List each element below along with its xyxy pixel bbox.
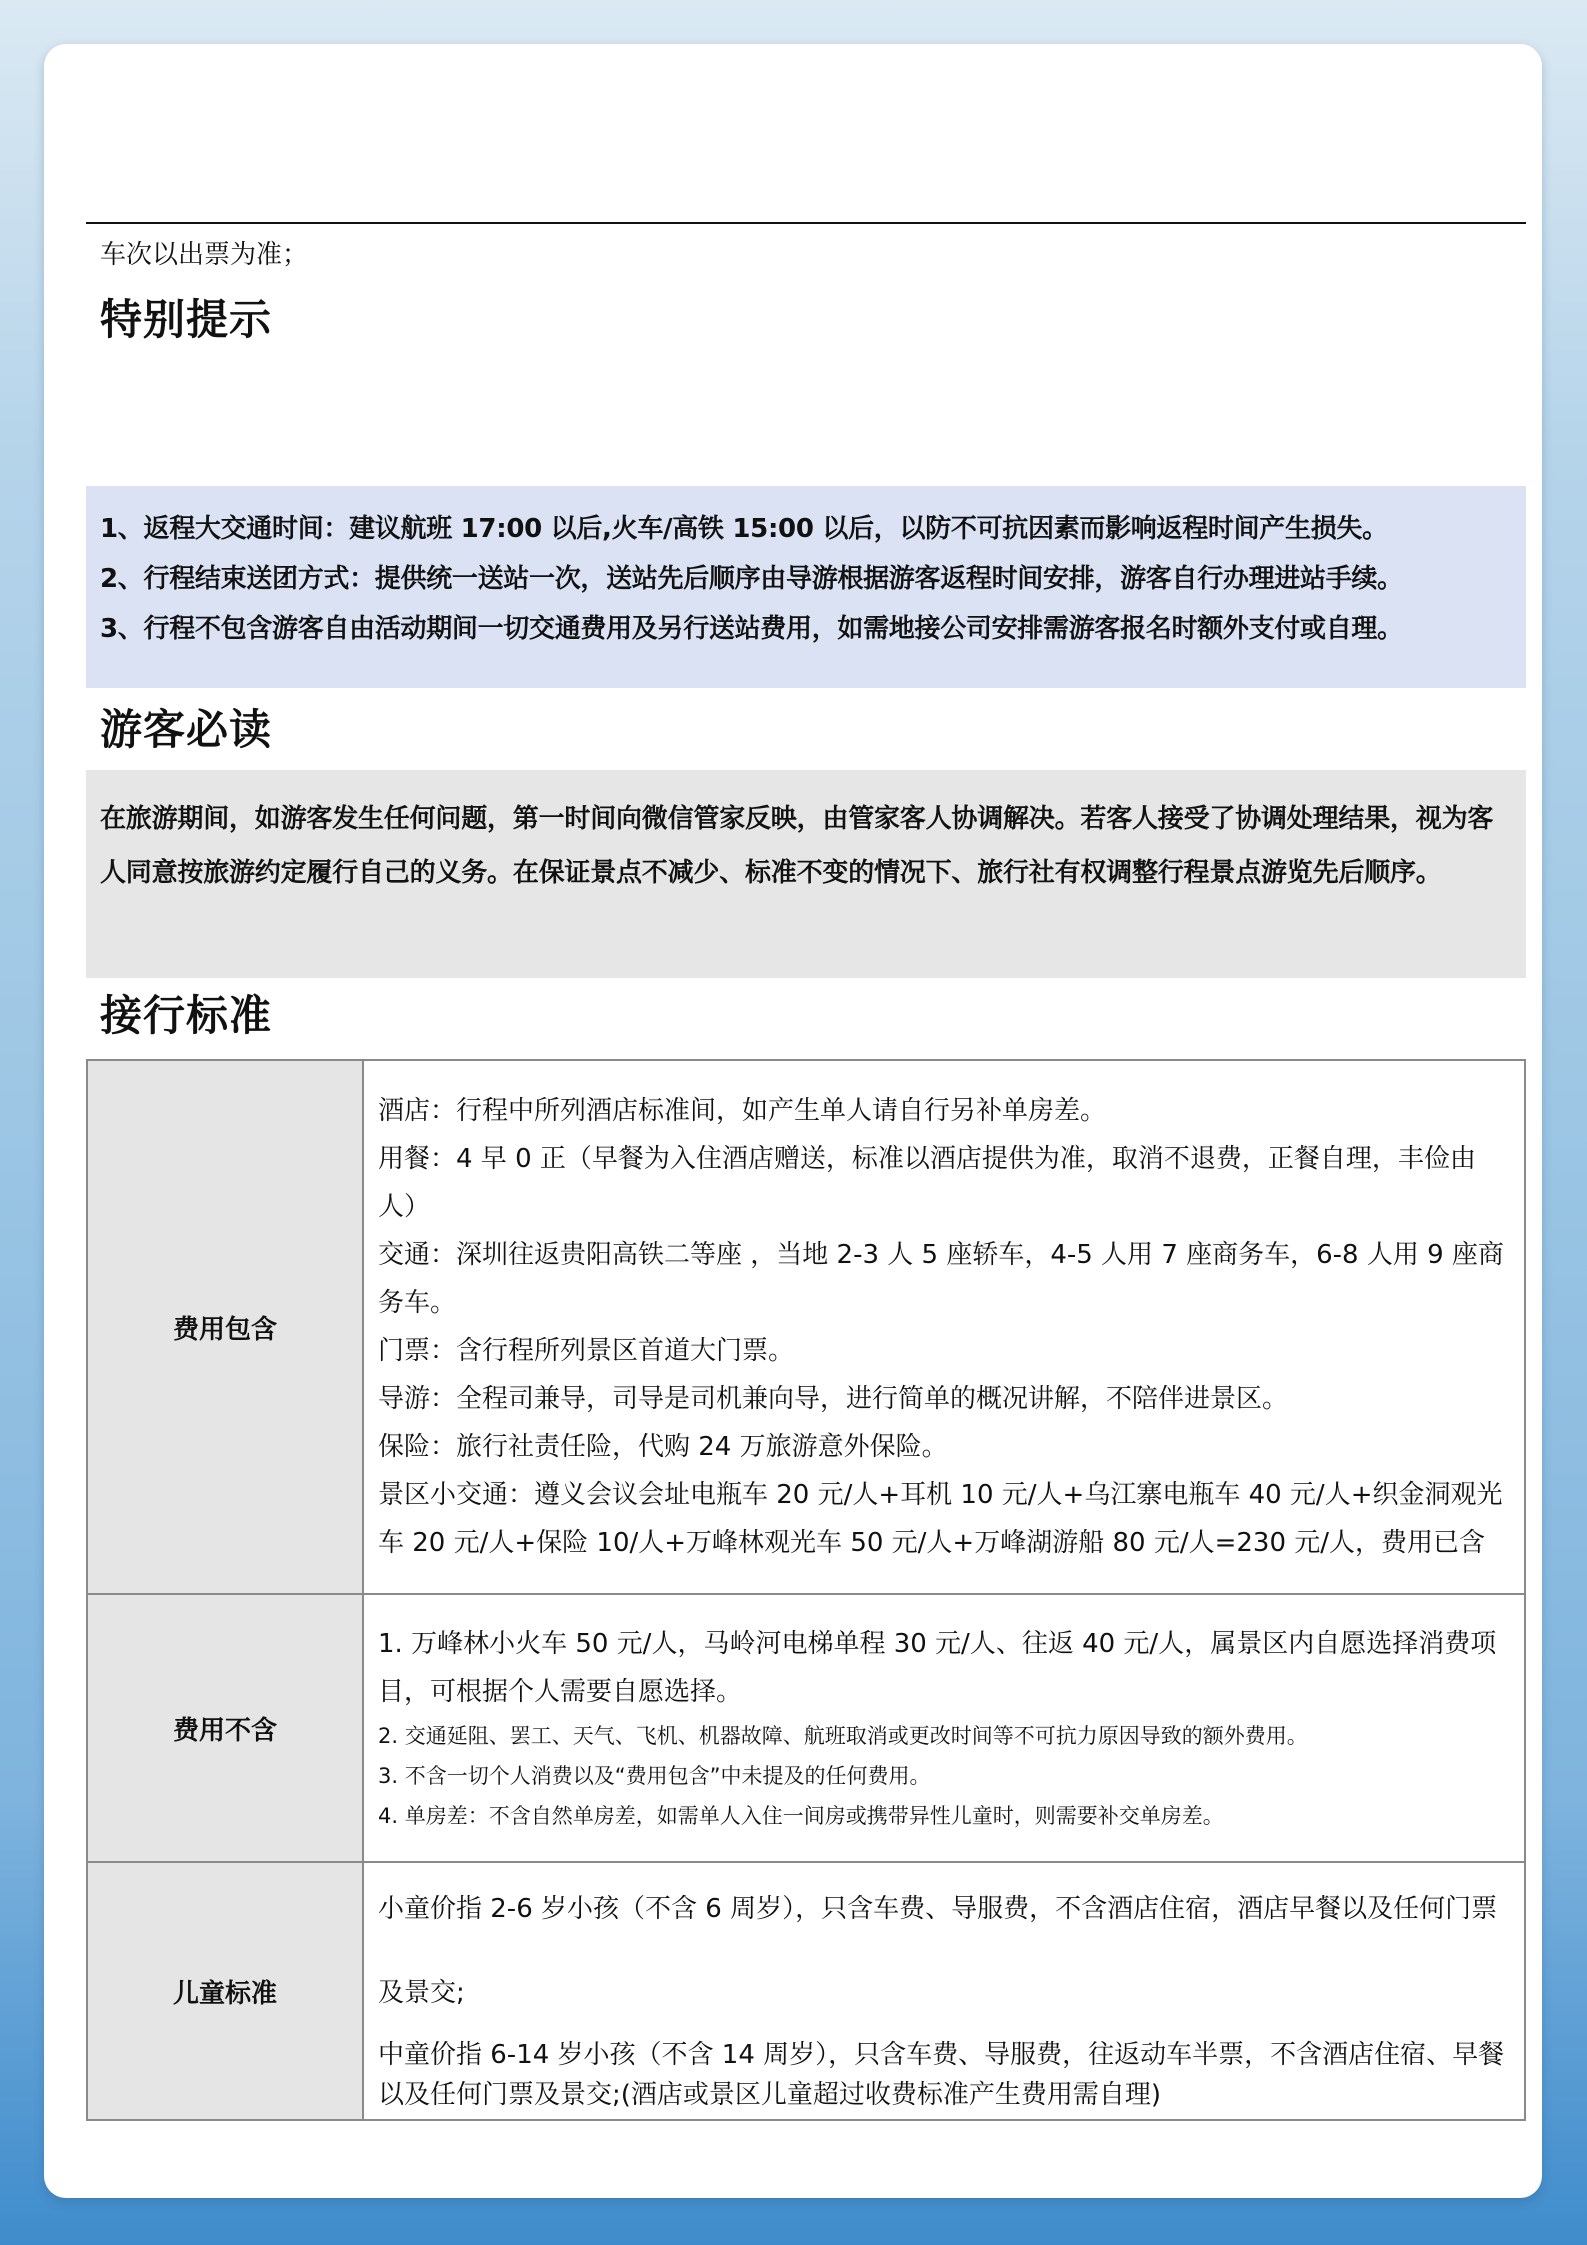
included-scenic-transport: 景区小交通：遵义会议会址电瓶车 20 元/人+耳机 10 元/人+乌江寨电瓶车 40 元/人+织金洞观光车 20 元/人+保险 10/人+万峰林观光车 50 元/人+万峰湖游船 80 元/人=230 元/人，费用已含 bbox=[378, 1480, 1503, 1558]
row-content-included bbox=[363, 1060, 1525, 1594]
included-guide: 导游：全程司兼导，司导是司机兼向导，进行简单的概况讲解，不陪伴进景区。 bbox=[378, 1384, 1289, 1414]
must-read-title: 游客必读 bbox=[100, 705, 273, 754]
document-page bbox=[44, 44, 1542, 2198]
service-standard-title: 接行标准 bbox=[100, 991, 273, 1040]
special-tip-item: 3、行程不包含游客自由活动期间一切交通费用及另行送站费用，如需地接公司安排需游客报名时额外支付或自理。 bbox=[100, 614, 1403, 644]
row-content-excluded bbox=[363, 1594, 1525, 1862]
service-standard-table bbox=[86, 1059, 1526, 2121]
header-divider bbox=[86, 222, 1526, 224]
excluded-item: 3. 不含一切个人消费以及“费用包含”中未提及的任何费用。 bbox=[378, 1764, 931, 1788]
special-tips-title: 特别提示 bbox=[100, 295, 273, 344]
table-row-included bbox=[87, 1060, 1525, 1594]
included-tickets: 门票：含行程所列景区首道大门票。 bbox=[378, 1336, 795, 1366]
row-label-children: 儿童标准 bbox=[87, 1862, 363, 2120]
carry-over-text: 车次以出票为准； bbox=[100, 240, 309, 270]
table-row-excluded bbox=[87, 1594, 1525, 1862]
excluded-item: 4. 单房差：不含自然单房差，如需单人入住一间房或携带异性儿童时，则需要补交单房差。 bbox=[378, 1804, 1224, 1828]
must-read-text: 在旅游期间，如游客发生任何问题，第一时间向微信管家反映，由管家客人协调解决。若客人接受了协调处理结果，视为客人同意按旅游约定履行自己的义务。在保证景点不减少、标准不变的情况下、旅行社有权调整行程景点游览先后顺序。 bbox=[100, 804, 1494, 888]
table-row-children bbox=[87, 1862, 1525, 2120]
included-hotel: 酒店：行程中所列酒店标准间，如产生单人请自行另补单房差。 bbox=[378, 1096, 1107, 1126]
row-label-excluded: 费用不含 bbox=[87, 1594, 363, 1862]
excluded-item: 2. 交通延阻、罢工、天气、飞机、机器故障、航班取消或更改时间等不可抗力原因导致的额外费用。 bbox=[378, 1724, 1308, 1748]
row-label-included: 费用包含 bbox=[87, 1060, 363, 1594]
child-small-price: 小童价指 2-6 岁小孩（不含 6 周岁），只含车费、导服费，不含酒店住宿，酒店早餐以及任何门票及景交; bbox=[378, 1894, 1498, 2008]
included-insurance: 保险：旅行社责任险，代购 24 万旅游意外保险。 bbox=[378, 1432, 948, 1462]
child-medium-price: 中童价指 6-14 岁小孩（不含 14 周岁），只含车费、导服费，往返动车半票，不含酒店住宿、早餐以及任何门票及景交;(酒店或景区儿童超过收费标准产生费用需自理) bbox=[378, 2040, 1505, 2110]
must-read-box bbox=[86, 770, 1526, 978]
special-tip-item: 1、返程大交通时间：建议航班 17:00 以后,火车/高铁 15:00 以后，以防不可抗因素而影响返程时间产生损失。 bbox=[100, 514, 1388, 544]
excluded-item: 1. 万峰林小火车 50 元/人，马岭河电梯单程 30 元/人、往返 40 元/人，属景区内自愿选择消费项目，可根据个人需要自愿选择。 bbox=[378, 1629, 1497, 1707]
special-tips-box bbox=[86, 486, 1526, 688]
special-tip-item: 2、行程结束送团方式：提供统一送站一次，送站先后顺序由导游根据游客返程时间安排，游客自行办理进站手续。 bbox=[100, 564, 1403, 594]
row-content-children bbox=[363, 1862, 1525, 2120]
included-transport: 交通：深圳往返贵阳高铁二等座 ，当地 2-3 人 5 座轿车，4-5 人用 7 座商务车，6-8 人用 9 座商务车。 bbox=[378, 1240, 1504, 1318]
included-meals: 用餐：4 早 0 正（早餐为入住酒店赠送，标准以酒店提供为准，取消不退费，正餐自理，丰俭由人） bbox=[378, 1144, 1476, 1222]
